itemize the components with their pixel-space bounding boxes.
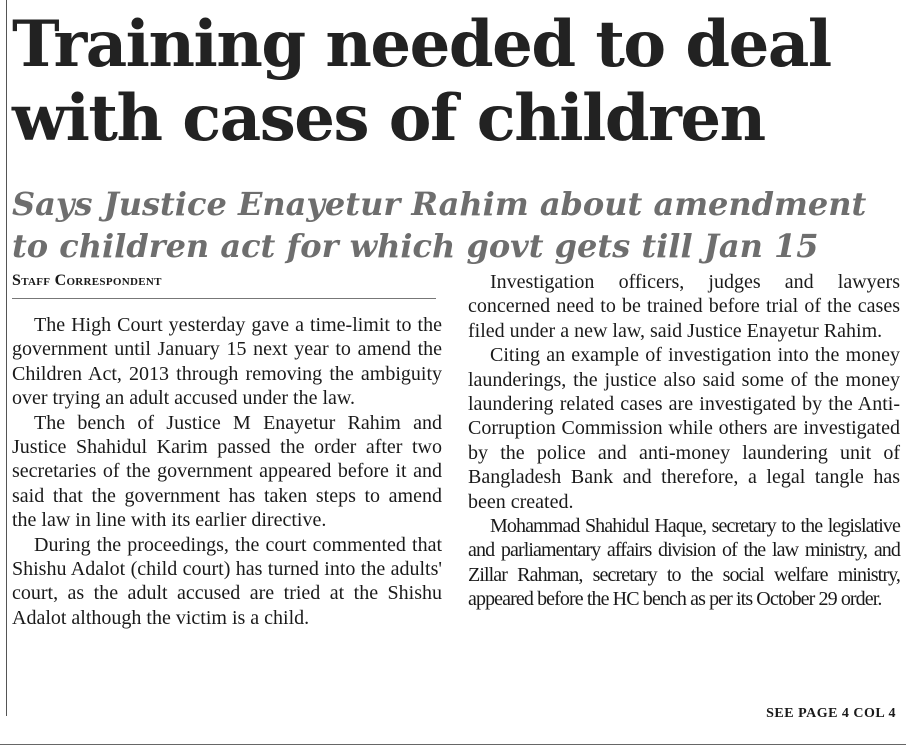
paragraph: Citing an example of investigation into the money launderings, the justice also said some of the money laundering related cases are investigated by the Anti-Corruption Commission while others are investigated by the police and anti-money laundering unit of Bangladesh Bank and therefore, a legal tangle has been created. <box>468 344 900 513</box>
article-column-left <box>12 313 442 630</box>
paragraph: The High Court yesterday gave a time-limit to the government until January 15 next year to amend the Children Act, 2013 through removing the ambiguity over trying an adult accused under the law. <box>12 314 442 410</box>
paragraph: During the proceedings, the court commented that Shishu Adalot (child court) has turned into the adults' court, as the adult accused are tried at the Shishu Adalot although the victim is a child. <box>12 533 442 629</box>
article-column-right <box>468 270 900 612</box>
deck-subheadline: Says Justice Enayetur Rahim about amendment to children act for which govt gets till Jan 15 <box>12 185 867 265</box>
headline: Training needed to deal with cases of children <box>12 7 831 156</box>
byline-divider <box>12 298 436 299</box>
paragraph: Investigation officers, judges and lawyers concerned need to be trained before trial of the cases filed under a new law, said Justice Enayetur Rahim. <box>468 271 900 342</box>
continuation-note: SEE PAGE 4 COL 4 <box>766 706 896 721</box>
paragraph: The bench of Justice M Enayetur Rahim and Justice Shahidul Karim passed the order after two secretaries of the government appeared before it and said that the government has taken steps to amend the law in line with its earlier directive. <box>12 411 442 532</box>
bottom-frame-line <box>0 744 906 745</box>
paragraph: Mohammad Shahidul Haque, secretary to the legislative and parliamentary affairs division of the law ministry, and Zillar Rahman, secretary to the social welfare ministry, appeared before the HC bench as per its October 29 order. <box>468 515 900 611</box>
byline: Staff Correspondent <box>12 272 162 289</box>
left-frame-line <box>6 0 7 716</box>
